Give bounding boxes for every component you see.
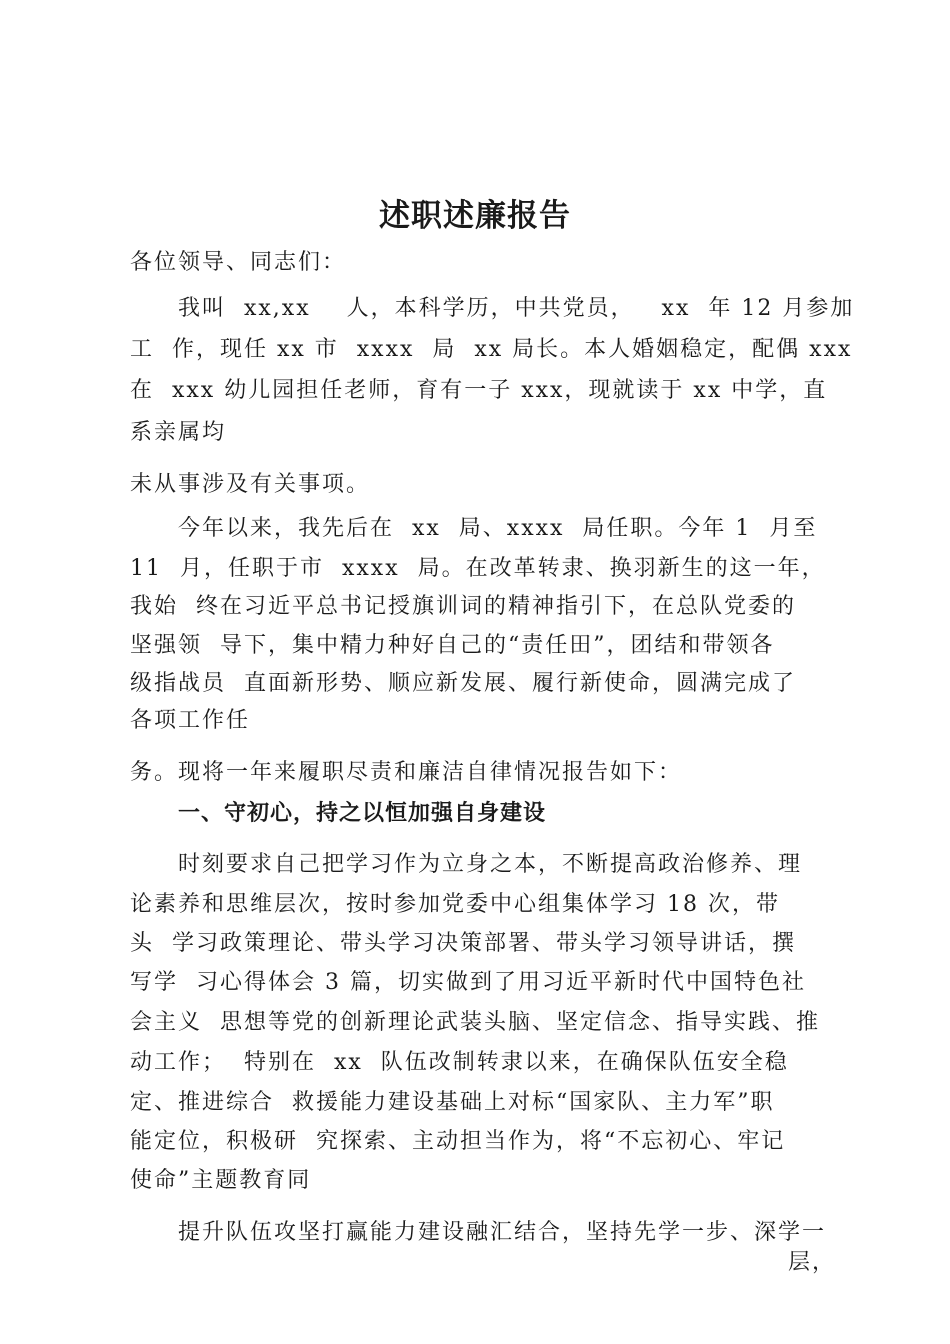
paragraph-1-tail: 未从事涉及有关事项。 [130, 472, 371, 497]
paragraph-2-line-1: 今年以来，我先后在 xx 局、xxxx 局任职。今年 1 月至 [178, 516, 818, 541]
section-1-heading: 一、守初心，持之以恒加强自身建设 [178, 801, 547, 826]
paragraph-2-line-6: 各项工作任 [130, 708, 251, 733]
paragraph-1-line-3: 在 xxx 幼儿园担任老师，育有一子 xxx，现就读于 xx 中学，直 [130, 378, 828, 403]
paragraph-2-line-4: 坚强领 导下，集中精力种好自己的“责任田”，团结和带领各 [130, 633, 775, 658]
paragraph-3-line-3: 头 学习政策理论、带头学习决策部署、带头学习领导讲话，撰 [130, 931, 796, 956]
paragraph-3-line-6: 动工作； 特别在 xx 队伍改制转隶以来，在确保队伍安全稳 [130, 1050, 789, 1075]
paragraph-3-line-1: 时刻要求自己把学习作为立身之本，不断提高政治修养、理 [178, 852, 803, 877]
document-title: 述职述廉报告 [379, 198, 571, 234]
paragraph-3-line-8: 能定位，积极研 究探索、主动担当作为，将“不忘初心、牢记 [130, 1129, 786, 1154]
paragraph-1-line-1: 我叫 xx,xx 人，本科学历，中共党员， xx 年 12 月参加 [178, 296, 855, 321]
paragraph-2-line-5: 级指战员 直面新形势、顺应新发展、履行新使命，圆满完成了 [130, 671, 796, 696]
paragraph-3-line-9: 使命”主题教育同 [130, 1168, 312, 1193]
salutation: 各位领导、同志们： [130, 250, 347, 275]
paragraph-4-line-2: 层， [788, 1250, 837, 1275]
paragraph-3-line-7: 定、推进综合 救援能力建设基础上对标“国家队、主力军”职 [130, 1090, 775, 1115]
paragraph-2-line-2: 11 月，任职于市 xxxx 局。在改革转隶、换羽新生的这一年， [130, 556, 826, 581]
paragraph-2-tail: 务。现将一年来履职尽责和廉洁自律情况报告如下： [130, 760, 683, 785]
paragraph-3-line-2: 论素养和思维层次，按时参加党委中心组集体学习 18 次，带 [130, 892, 780, 917]
paragraph-1-line-4: 系亲属均 [130, 420, 227, 445]
paragraph-3-line-4: 写学 习心得体会 3 篇，切实做到了用习近平新时代中国特色社 [130, 970, 806, 995]
paragraph-2-line-3: 我始 终在习近平总书记授旗训词的精神指引下，在总队党委的 [130, 594, 796, 619]
paragraph-3-line-5: 会主义 思想等党的创新理论武装头脑、坚定信念、指导实践、推 [130, 1010, 820, 1035]
paragraph-4-line-1: 提升队伍攻坚打赢能力建设融汇结合，坚持先学一步、深学一 [178, 1220, 827, 1245]
paragraph-1-line-2: 工 作，现任 xx 市 xxxx 局 xx 局长。本人婚姻稳定，配偶 xxx [130, 337, 853, 362]
